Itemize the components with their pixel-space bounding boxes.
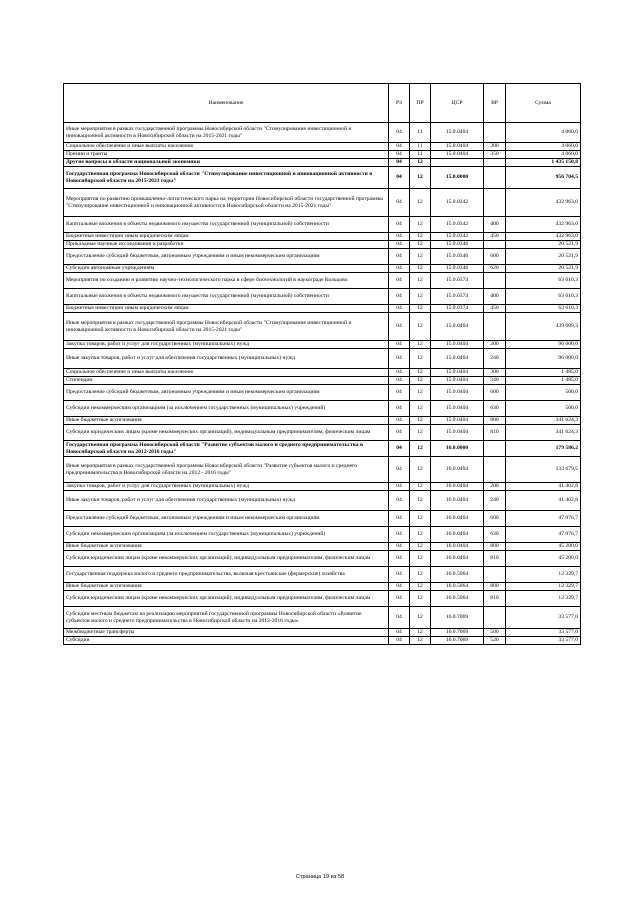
cell-name: Субсидии некоммерческим организациям (за исключением государственных (муниципальных) учреждений)	[64, 401, 389, 417]
cell-pr: 12	[410, 511, 431, 527]
cell-vr: 500	[484, 629, 506, 637]
cell-csr: 15.0.0374	[431, 305, 484, 313]
cell-vr: 810	[484, 425, 506, 441]
header-pr: ПР	[410, 84, 431, 123]
table-row	[64, 167, 581, 189]
cell-rz: 04	[389, 265, 410, 273]
cell-vr: 400	[484, 217, 506, 233]
cell-name: Субсидии юридическим лицам (кроме некоммерческих организаций), индивидуальным предпринимателям, физическим лицам	[64, 551, 389, 567]
cell-sum: 500,0	[506, 385, 581, 401]
cell-rz: 04	[389, 377, 410, 385]
table-row	[64, 583, 581, 591]
cell-pr: 12	[410, 341, 431, 349]
cell-name: Иные бюджетные ассигнования	[64, 543, 389, 551]
cell-name: Государственная программа Новосибирской области "Стимулирование инвестиционной и инновационной активности в Новосибирской области на 2015-2021 годы"	[64, 167, 389, 189]
cell-csr: 15.0.0404	[431, 143, 484, 151]
cell-csr: 16.0.0404	[431, 457, 484, 483]
header-name: Наименование	[64, 84, 389, 123]
cell-pr: 12	[410, 377, 431, 385]
cell-rz: 04	[389, 629, 410, 637]
table-row	[64, 349, 581, 369]
cell-sum: 47 076,7	[506, 511, 581, 527]
cell-vr: 800	[484, 583, 506, 591]
table-row	[64, 491, 581, 511]
cell-pr: 12	[410, 527, 431, 543]
table-row	[64, 305, 581, 313]
cell-rz: 04	[389, 607, 410, 629]
table-header-row	[64, 84, 581, 123]
cell-sum: 341 624,3	[506, 425, 581, 441]
cell-vr	[484, 273, 506, 289]
cell-vr: 620	[484, 265, 506, 273]
cell-vr: 520	[484, 637, 506, 645]
cell-rz: 04	[389, 637, 410, 645]
table-row	[64, 123, 581, 143]
cell-sum: 63 610,3	[506, 289, 581, 305]
cell-pr: 12	[410, 313, 431, 341]
cell-pr: 12	[410, 629, 431, 637]
cell-sum: 432 963,0	[506, 217, 581, 233]
cell-vr: 800	[484, 417, 506, 425]
cell-sum: 956 704,5	[506, 167, 581, 189]
cell-pr: 12	[410, 233, 431, 241]
cell-rz: 04	[389, 273, 410, 289]
cell-rz: 04	[389, 233, 410, 241]
cell-csr: 16.0.0000	[431, 441, 484, 457]
cell-vr: 810	[484, 591, 506, 607]
table-row	[64, 591, 581, 607]
cell-pr: 12	[410, 491, 431, 511]
cell-pr: 12	[410, 583, 431, 591]
cell-rz: 04	[389, 425, 410, 441]
table-row	[64, 369, 581, 377]
cell-name: Иные закупки товаров, работ и услуг для обеспечения государственных (муниципальных) нужд	[64, 349, 389, 369]
cell-csr: 15.0.0404	[431, 341, 484, 349]
cell-sum: 63 610,3	[506, 305, 581, 313]
cell-rz: 04	[389, 289, 410, 305]
cell-csr: 16.0.0404	[431, 543, 484, 551]
cell-pr: 12	[410, 349, 431, 369]
cell-rz: 04	[389, 151, 410, 159]
cell-pr: 11	[410, 151, 431, 159]
table-row	[64, 551, 581, 567]
cell-csr: 16.0.0404	[431, 551, 484, 567]
cell-rz: 04	[389, 167, 410, 189]
cell-sum: 439 609,3	[506, 313, 581, 341]
cell-sum: 45 200,0	[506, 543, 581, 551]
cell-sum: 20 521,9	[506, 249, 581, 265]
cell-csr: 15.0.0342	[431, 217, 484, 233]
cell-pr: 12	[410, 401, 431, 417]
cell-name: Бюджетные инвестиции иным юридическим лицам	[64, 305, 389, 313]
cell-vr: 800	[484, 543, 506, 551]
cell-name: Иные мероприятия в рамках государственной программы Новосибирской области "Стимулирование инвестиционной и инновационной активности в Новосибирской области на 2015-2021 годы"	[64, 123, 389, 143]
cell-name: Субсидии	[64, 637, 389, 645]
table-row	[64, 159, 581, 167]
cell-rz: 04	[389, 401, 410, 417]
table-row	[64, 189, 581, 217]
cell-csr: 15.0.0404	[431, 123, 484, 143]
cell-vr: 600	[484, 385, 506, 401]
cell-rz: 04	[389, 349, 410, 369]
cell-sum: 20 521,9	[506, 265, 581, 273]
header-csr: ЦСР	[431, 84, 484, 123]
cell-name: Иные бюджетные ассигнования	[64, 583, 389, 591]
header-rz: РЗ	[389, 84, 410, 123]
cell-name: Премии и гранты	[64, 151, 389, 159]
table-row	[64, 401, 581, 417]
cell-rz: 04	[389, 249, 410, 265]
table-row	[64, 341, 581, 349]
cell-csr: 16.0.0404	[431, 483, 484, 491]
cell-rz: 04	[389, 341, 410, 349]
cell-name: Предоставление субсидий бюджетным, автономным учреждениям и иным некоммерческим организациям	[64, 511, 389, 527]
cell-rz: 04	[389, 583, 410, 591]
cell-sum: 432 963,0	[506, 233, 581, 241]
cell-sum: 1 435 150,8	[506, 159, 581, 167]
cell-sum: 96 000,0	[506, 349, 581, 369]
cell-csr: 16.0.7069	[431, 607, 484, 629]
cell-pr: 12	[410, 607, 431, 629]
cell-csr: 15.0.0374	[431, 273, 484, 289]
cell-vr: 810	[484, 551, 506, 567]
cell-csr: 16.0.7069	[431, 637, 484, 645]
cell-rz: 04	[389, 313, 410, 341]
table-row	[64, 241, 581, 249]
table-row	[64, 143, 581, 151]
cell-pr: 12	[410, 457, 431, 483]
cell-rz: 04	[389, 591, 410, 607]
table-row	[64, 233, 581, 241]
cell-vr: 350	[484, 151, 506, 159]
cell-pr: 12	[410, 591, 431, 607]
table-row	[64, 265, 581, 273]
cell-pr: 12	[410, 265, 431, 273]
table-row	[64, 527, 581, 543]
cell-name: Иные закупки товаров, работ и услуг для обеспечения государственных (муниципальных) нужд	[64, 491, 389, 511]
cell-rz: 04	[389, 511, 410, 527]
cell-csr: 16.0.7069	[431, 629, 484, 637]
cell-rz: 04	[389, 217, 410, 233]
table-body	[64, 123, 581, 645]
cell-pr: 12	[410, 369, 431, 377]
cell-vr	[484, 313, 506, 341]
cell-name: Иные бюджетные ассигнования	[64, 417, 389, 425]
cell-sum: 47 076,7	[506, 527, 581, 543]
cell-csr: 15.0.0404	[431, 369, 484, 377]
budget-table	[63, 83, 581, 645]
header-sum: Сумма	[506, 84, 581, 123]
cell-csr: 15.0.0000	[431, 167, 484, 189]
cell-vr: 400	[484, 289, 506, 305]
cell-vr: 450	[484, 305, 506, 313]
cell-vr	[484, 567, 506, 583]
cell-csr: 15.0.0404	[431, 401, 484, 417]
cell-sum: 63 610,3	[506, 273, 581, 289]
cell-rz: 04	[389, 543, 410, 551]
cell-csr: 15.0.0342	[431, 233, 484, 241]
cell-pr: 12	[410, 551, 431, 567]
cell-name: Социальное обеспечение и иные выплаты населению	[64, 369, 389, 377]
cell-pr: 12	[410, 441, 431, 457]
cell-sum: 45 200,0	[506, 551, 581, 567]
cell-csr: 15.0.0404	[431, 151, 484, 159]
cell-sum: 4 060,0	[506, 143, 581, 151]
cell-name: Социальное обеспечение и иные выплаты населению	[64, 143, 389, 151]
cell-sum: 179 586,2	[506, 441, 581, 457]
cell-name: Предоставление субсидий бюджетным, автономным учреждениям и иным некоммерческим организациям	[64, 249, 389, 265]
table-row	[64, 425, 581, 441]
cell-sum: 500,0	[506, 401, 581, 417]
cell-pr: 12	[410, 217, 431, 233]
cell-vr: 200	[484, 341, 506, 349]
cell-pr: 12	[410, 273, 431, 289]
cell-name: Другие вопросы в области национальной экономики	[64, 159, 389, 167]
cell-csr: 15.0.0342	[431, 189, 484, 217]
cell-csr: 16.0.0404	[431, 491, 484, 511]
table-row	[64, 457, 581, 483]
cell-pr: 11	[410, 123, 431, 143]
cell-rz: 04	[389, 457, 410, 483]
cell-pr: 12	[410, 385, 431, 401]
table-row	[64, 377, 581, 385]
cell-name: Бюджетные инвестиции иным юридическим лицам	[64, 233, 389, 241]
cell-sum: 432 963,0	[506, 189, 581, 217]
cell-name: Капитальные вложения в объекты недвижимого имущества государственной (муниципальной) собственности	[64, 289, 389, 305]
cell-name: Капитальные вложения в объекты недвижимого имущества государственной (муниципальной) собственности	[64, 217, 389, 233]
cell-csr: 16.0.5064	[431, 583, 484, 591]
cell-rz: 04	[389, 123, 410, 143]
cell-pr: 12	[410, 167, 431, 189]
cell-sum: 1 485,0	[506, 369, 581, 377]
cell-csr: 15.0.0404	[431, 313, 484, 341]
cell-name: Предоставление субсидий бюджетным, автономным учреждениям и иным некоммерческим организациям	[64, 385, 389, 401]
cell-sum: 12 329,7	[506, 567, 581, 583]
cell-rz: 04	[389, 189, 410, 217]
cell-name: Субсидии автономным учреждениям	[64, 265, 389, 273]
table-row	[64, 543, 581, 551]
cell-name: Субсидии местным бюджетам на реализацию мероприятий государственной программы Новосибирской области «Развитие субъектов малого и среднего предпринимательства в Новосибирской области на 2012-2016 годы»	[64, 607, 389, 629]
cell-name: Мероприятия по созданию и развитию научно-технологического парка в сфере биотехнологий в наукограде Кольцово	[64, 273, 389, 289]
cell-name: Закупка товаров, работ и услуг для государственных (муниципальных) нужд	[64, 483, 389, 491]
cell-vr: 300	[484, 369, 506, 377]
cell-vr: 200	[484, 483, 506, 491]
cell-pr: 12	[410, 305, 431, 313]
cell-vr	[484, 159, 506, 167]
cell-pr: 12	[410, 159, 431, 167]
table-row	[64, 151, 581, 159]
table-row	[64, 511, 581, 527]
cell-sum: 33 577,0	[506, 607, 581, 629]
cell-vr: 450	[484, 233, 506, 241]
cell-rz: 04	[389, 241, 410, 249]
cell-pr: 12	[410, 637, 431, 645]
cell-sum: 4 060,0	[506, 123, 581, 143]
cell-csr: 15.0.0404	[431, 377, 484, 385]
cell-vr: 630	[484, 527, 506, 543]
cell-rz: 04	[389, 385, 410, 401]
cell-sum: 33 577,0	[506, 629, 581, 637]
cell-csr: 15.0.0374	[431, 289, 484, 305]
cell-sum: 4 060,0	[506, 151, 581, 159]
cell-pr: 12	[410, 189, 431, 217]
cell-csr: 15.0.0404	[431, 425, 484, 441]
cell-name: Субсидии юридическим лицам (кроме некоммерческих организаций), индивидуальным предпринимателям, физическим лицам	[64, 591, 389, 607]
cell-name: Межбюджетные трансферты	[64, 629, 389, 637]
cell-vr: 240	[484, 349, 506, 369]
cell-vr: 600	[484, 511, 506, 527]
table-row	[64, 417, 581, 425]
table-row	[64, 637, 581, 645]
cell-vr: 340	[484, 377, 506, 385]
cell-pr: 12	[410, 249, 431, 265]
cell-name: Государственная поддержка малого и среднего предпринимательства, включая крестьянские (фермерские) хозяйства	[64, 567, 389, 583]
cell-rz: 04	[389, 143, 410, 151]
table-row	[64, 441, 581, 457]
cell-sum: 33 577,0	[506, 637, 581, 645]
cell-rz: 04	[389, 567, 410, 583]
cell-rz: 04	[389, 417, 410, 425]
cell-csr: 16.0.5064	[431, 591, 484, 607]
cell-vr	[484, 189, 506, 217]
table-row	[64, 249, 581, 265]
cell-csr: 15.0.0404	[431, 385, 484, 401]
cell-name: Субсидии некоммерческим организациям (за исключением государственных (муниципальных) учреждений)	[64, 527, 389, 543]
cell-pr: 12	[410, 543, 431, 551]
cell-pr: 12	[410, 425, 431, 441]
cell-sum: 96 000,0	[506, 341, 581, 349]
table-row	[64, 313, 581, 341]
cell-name: Иные мероприятия в рамках государственной программы Новосибирской области "Стимулирование инвестиционной и инновационной активности в Новосибирской области на 2015-2021 годы"	[64, 313, 389, 341]
cell-sum: 12 329,7	[506, 591, 581, 607]
cell-vr: 240	[484, 491, 506, 511]
table-row	[64, 567, 581, 583]
cell-rz: 04	[389, 369, 410, 377]
cell-vr	[484, 241, 506, 249]
cell-rz: 04	[389, 483, 410, 491]
cell-pr: 12	[410, 417, 431, 425]
table-row	[64, 385, 581, 401]
cell-csr: 15.0.0346	[431, 265, 484, 273]
cell-pr: 12	[410, 241, 431, 249]
cell-vr: 600	[484, 249, 506, 265]
cell-csr	[431, 159, 484, 167]
cell-sum: 133 679,5	[506, 457, 581, 483]
table-row	[64, 607, 581, 629]
cell-pr: 11	[410, 143, 431, 151]
cell-csr: 16.0.0404	[431, 527, 484, 543]
cell-csr: 15.0.0404	[431, 417, 484, 425]
cell-vr	[484, 457, 506, 483]
cell-vr: 300	[484, 143, 506, 151]
cell-sum: 12 329,7	[506, 583, 581, 591]
cell-name: Государственная программа Новосибирской области "Развитие субъектов малого и среднего предпринимательства в Новосибирской области на 2012-2016 годы"	[64, 441, 389, 457]
table-row	[64, 217, 581, 233]
cell-name: Субсидии юридическим лицам (кроме некоммерческих организаций), индивидуальным предпринимателям, физическим лицам	[64, 425, 389, 441]
cell-pr: 12	[410, 289, 431, 305]
cell-sum: 41 402,8	[506, 491, 581, 511]
cell-name: Мероприятия по развитию промышленно-логистического парка на территории Новосибирской области государственной программы "Стимулирование инвестиционной и инновационной активности в Новосибирской области на 2015-2021 годы"	[64, 189, 389, 217]
cell-name: Прикладные научные исследования и разработки	[64, 241, 389, 249]
header-vr: ВР	[484, 84, 506, 123]
cell-name: Стипендии	[64, 377, 389, 385]
cell-csr: 16.0.5064	[431, 567, 484, 583]
cell-sum: 41 402,8	[506, 483, 581, 491]
cell-sum: 1 485,0	[506, 377, 581, 385]
table-row	[64, 483, 581, 491]
page-number: Страница 19 из 58	[295, 874, 345, 880]
cell-rz: 04	[389, 159, 410, 167]
cell-pr: 12	[410, 567, 431, 583]
cell-rz: 04	[389, 527, 410, 543]
cell-csr: 16.0.0404	[431, 511, 484, 527]
cell-rz: 04	[389, 491, 410, 511]
table-row	[64, 289, 581, 305]
cell-name: Иные мероприятия в рамках государственной программы Новосибирской области "Развитие субъектов малого и среднего предпринимательства в Новосибирской области на 2012 - 2016 годы"	[64, 457, 389, 483]
cell-csr: 15.0.0346	[431, 249, 484, 265]
cell-vr	[484, 441, 506, 457]
cell-sum: 20 521,9	[506, 241, 581, 249]
cell-rz: 04	[389, 441, 410, 457]
cell-sum: 341 624,3	[506, 417, 581, 425]
table-row	[64, 273, 581, 289]
cell-vr	[484, 607, 506, 629]
cell-vr: 630	[484, 401, 506, 417]
cell-csr: 15.0.0404	[431, 349, 484, 369]
cell-vr	[484, 167, 506, 189]
cell-csr: 15.0.0346	[431, 241, 484, 249]
cell-rz: 04	[389, 305, 410, 313]
cell-pr: 12	[410, 483, 431, 491]
table-row	[64, 629, 581, 637]
cell-vr	[484, 123, 506, 143]
cell-name: Закупка товаров, работ и услуг для государственных (муниципальных) нужд	[64, 341, 389, 349]
cell-rz: 04	[389, 551, 410, 567]
